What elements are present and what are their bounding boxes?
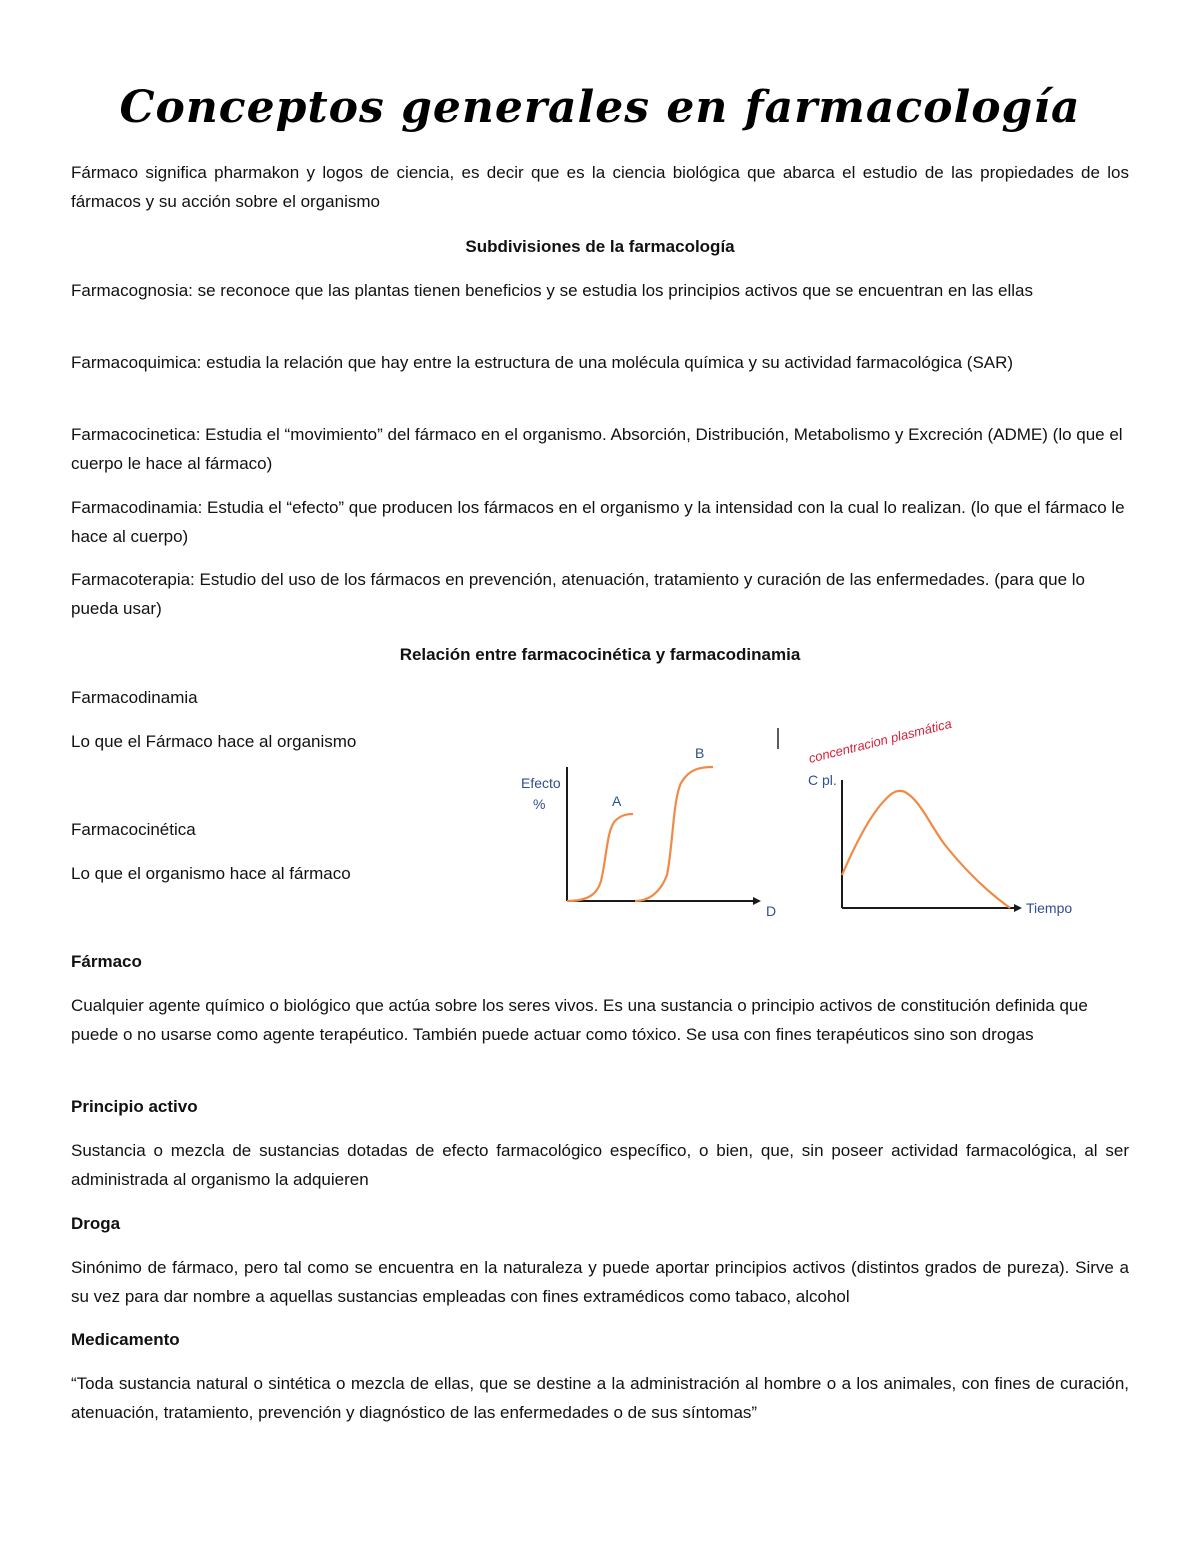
definition-term: Medicamento [71, 1330, 180, 1349]
definition-term: Fármaco [71, 952, 142, 971]
subdivision-text: se reconoce que las plantas tienen beneficios y se estudia los principios activos que se encuentran en las ellas [192, 281, 1034, 300]
subdivision-term: Farmacoquimica: [71, 353, 202, 372]
subdivision-term: Farmacognosia: [71, 281, 193, 300]
series-label-a: A [612, 793, 622, 809]
y-axis-label: C pl. [808, 772, 837, 788]
farmacocinetica-description: Lo que el organismo hace al fármaco [71, 864, 351, 883]
curve-a [567, 814, 633, 901]
definition-text: Cualquier agente químico o biológico que actúa sobre los seres vivos. Es una sustancia o principio activos de constitución definida que puede o no usarse como agente terapéutico. También puede actuar como tóxico. Se usa con fines terapéuticos sino son drogas [71, 996, 1088, 1044]
concentration-curve [842, 791, 1010, 908]
series-label-b: B [695, 745, 705, 761]
x-axis-label: D [766, 903, 777, 919]
definition-term: Principio activo [71, 1097, 198, 1116]
plasma-concentration-chart [770, 715, 1073, 925]
definition-text: “Toda sustancia natural o sintética o mezcla de ellas, que se destine a la administración al hombre o a los animales, con fines de curación, atenuación, tratamiento, prevención y diagnóstico de las enfermedades o de sus síntomas” [71, 1374, 1129, 1422]
curve-b [635, 767, 713, 901]
subdivision-text: Estudia el “movimiento” del fármaco en el organismo. Absorción, Distribución, Metabolismo y Excreción (ADME) (lo que el cuerpo le hace al fármaco) [71, 425, 1123, 473]
farmacocinetica-label: Farmacocinética [71, 820, 196, 839]
subdivision-term: Farmacocinetica: [71, 425, 201, 444]
subdivision-text: Estudia el “efecto” que producen los fármacos en el organismo y la intensidad con la cual lo realizan. (lo que el fármaco le hace al cuerpo) [71, 498, 1125, 546]
y-axis-label: Efecto [521, 775, 561, 791]
farmacodinamia-description: Lo que el Fármaco hace al organismo [71, 732, 357, 751]
x-axis-arrow [753, 897, 761, 905]
subdivision-term: Farmacoterapia: [71, 570, 195, 589]
x-axis-arrow [1014, 904, 1022, 912]
relation-heading: Relación entre farmacocinética y farmacodinamia [399, 645, 801, 664]
subdivision-item [71, 276, 1129, 305]
intro-paragraph: Fármaco significa pharmakon y logos de ciencia, es decir que es la ciencia biológica que abarca el estudio de las propiedades de los fármacos y su acción sobre el organismo [71, 163, 1129, 211]
subdivision-text: estudia la relación que hay entre la estructura de una molécula química y su actividad farmacológica (SAR) [201, 353, 1014, 372]
definition-text: Sinónimo de fármaco, pero tal como se encuentra en la naturaleza y puede aportar principios activos (distintos grados de pureza). Sirve a su vez para dar nombre a aquellas sustancias empleadas con fines extramédicos como tabaco, alcohol [71, 1258, 1129, 1306]
x-axis-label: Tiempo [1026, 900, 1073, 916]
subdivision-text: Estudio del uso de los fármacos en prevención, atenuación, tratamiento y curación de las enfermedades. (para que lo pueda usar) [71, 570, 1085, 618]
subdivision-item [71, 348, 1129, 377]
page-title: Conceptos generales en farmacología [119, 82, 1081, 133]
y-axis-unit: % [533, 796, 546, 812]
subdivision-term: Farmacodinamia: [71, 498, 203, 517]
subdivision-item [71, 565, 1129, 623]
farmacodinamia-label: Farmacodinamia [71, 688, 198, 707]
handwritten-annotation: concentracion plasmática [807, 715, 954, 766]
dose-response-chart [515, 735, 785, 925]
definition-text: Sustancia o mezcla de sustancias dotadas de efecto farmacológico específico, o bien, que, sin poseer actividad farmacológica, al ser administrada al organismo la adquieren [71, 1141, 1129, 1189]
subdivisions-heading: Subdivisiones de la farmacología [465, 237, 735, 256]
subdivision-item [71, 493, 1129, 551]
subdivision-item [71, 420, 1129, 478]
definition-term: Droga [71, 1214, 121, 1233]
